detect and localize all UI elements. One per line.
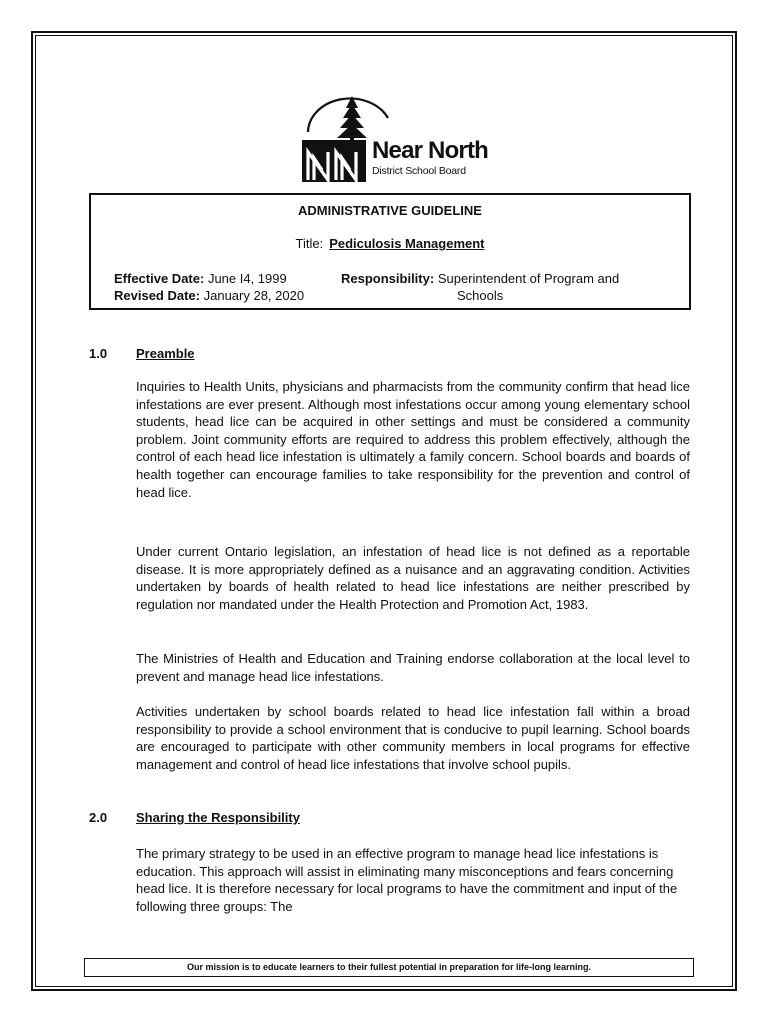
- guideline-header-box: [89, 193, 691, 310]
- effective-date-label: Effective Date:: [114, 271, 205, 286]
- responsibility: [341, 271, 619, 286]
- preamble-paragraph-4: Activities undertaken by school boards related to head lice infestation fall within a broad responsibility to provide a school environment that is conducive to pupil learning. School boards are encouraged to participate with other community members in local programs for effective management and control of head lice infestations that involve school pupils.: [136, 704, 690, 772]
- section-heading-sharing-responsibility: Sharing the Responsibility: [136, 810, 300, 825]
- guideline-type-heading: ADMINISTRATIVE GUIDELINE: [298, 203, 482, 218]
- preamble-paragraph-1: Inquiries to Health Units, physicians and pharmacists from the community confirm that head lice infestations are ever present. Although most infestations occur among young elementary school students, head lice can be acquired in other settings and must be considered a community problem. Joint community efforts are required to address this problem effectively, although the control of each head lice infestation is ultimately a family concern. School boards and boards of health together can encourage families to take responsibility for the prevention and control of head lice.: [136, 379, 690, 500]
- document-title-value: Pediculosis Management: [329, 236, 485, 251]
- section-heading-preamble: Preamble: [136, 346, 195, 361]
- effective-date: [114, 271, 287, 286]
- logo-subtitle: District School Board: [372, 165, 466, 177]
- logo-name: Near North: [372, 137, 489, 164]
- document-title-label: Title:: [295, 236, 324, 251]
- section-number: 2.0: [89, 810, 108, 825]
- document-title: [91, 236, 689, 251]
- revised-date: [114, 288, 304, 303]
- preamble-paragraph-3: The Ministries of Health and Education and Training endorse collaboration at the local level to prevent and manage head lice infestations.: [136, 651, 690, 684]
- preamble-paragraph-2: Under current Ontario legislation, an infestation of head lice is not defined as a reportable disease. It is more appropriately defined as a nuisance and an aggravating condition. Activities undertaken by boards of health related to head lice infestations are neither prescribed by regulation nor mandated under the Health Protection and Promotion Act, 1983.: [136, 544, 690, 612]
- section-number: 1.0: [89, 346, 108, 361]
- mission-footer: Our mission is to educate learners to their fullest potential in preparation for life-long learning.: [84, 958, 694, 977]
- responsibility-value-line1: Superintendent of Program and: [437, 271, 620, 286]
- responsibility-label: Responsibility:: [341, 271, 435, 286]
- responsibility-value-line2: Schools: [457, 288, 504, 303]
- sharing-paragraph-1: The primary strategy to be used in an effective program to manage head lice infestations is education. This approach will assist in eliminating many misconceptions and fears concerning head lice. It is therefore necessary for local programs to have the commitment and input of the following three groups: The: [136, 846, 678, 914]
- revised-date-value: January 28, 2020: [203, 288, 305, 303]
- revised-date-label: Revised Date:: [114, 288, 200, 303]
- effective-date-value: June I4, 1999: [207, 271, 287, 286]
